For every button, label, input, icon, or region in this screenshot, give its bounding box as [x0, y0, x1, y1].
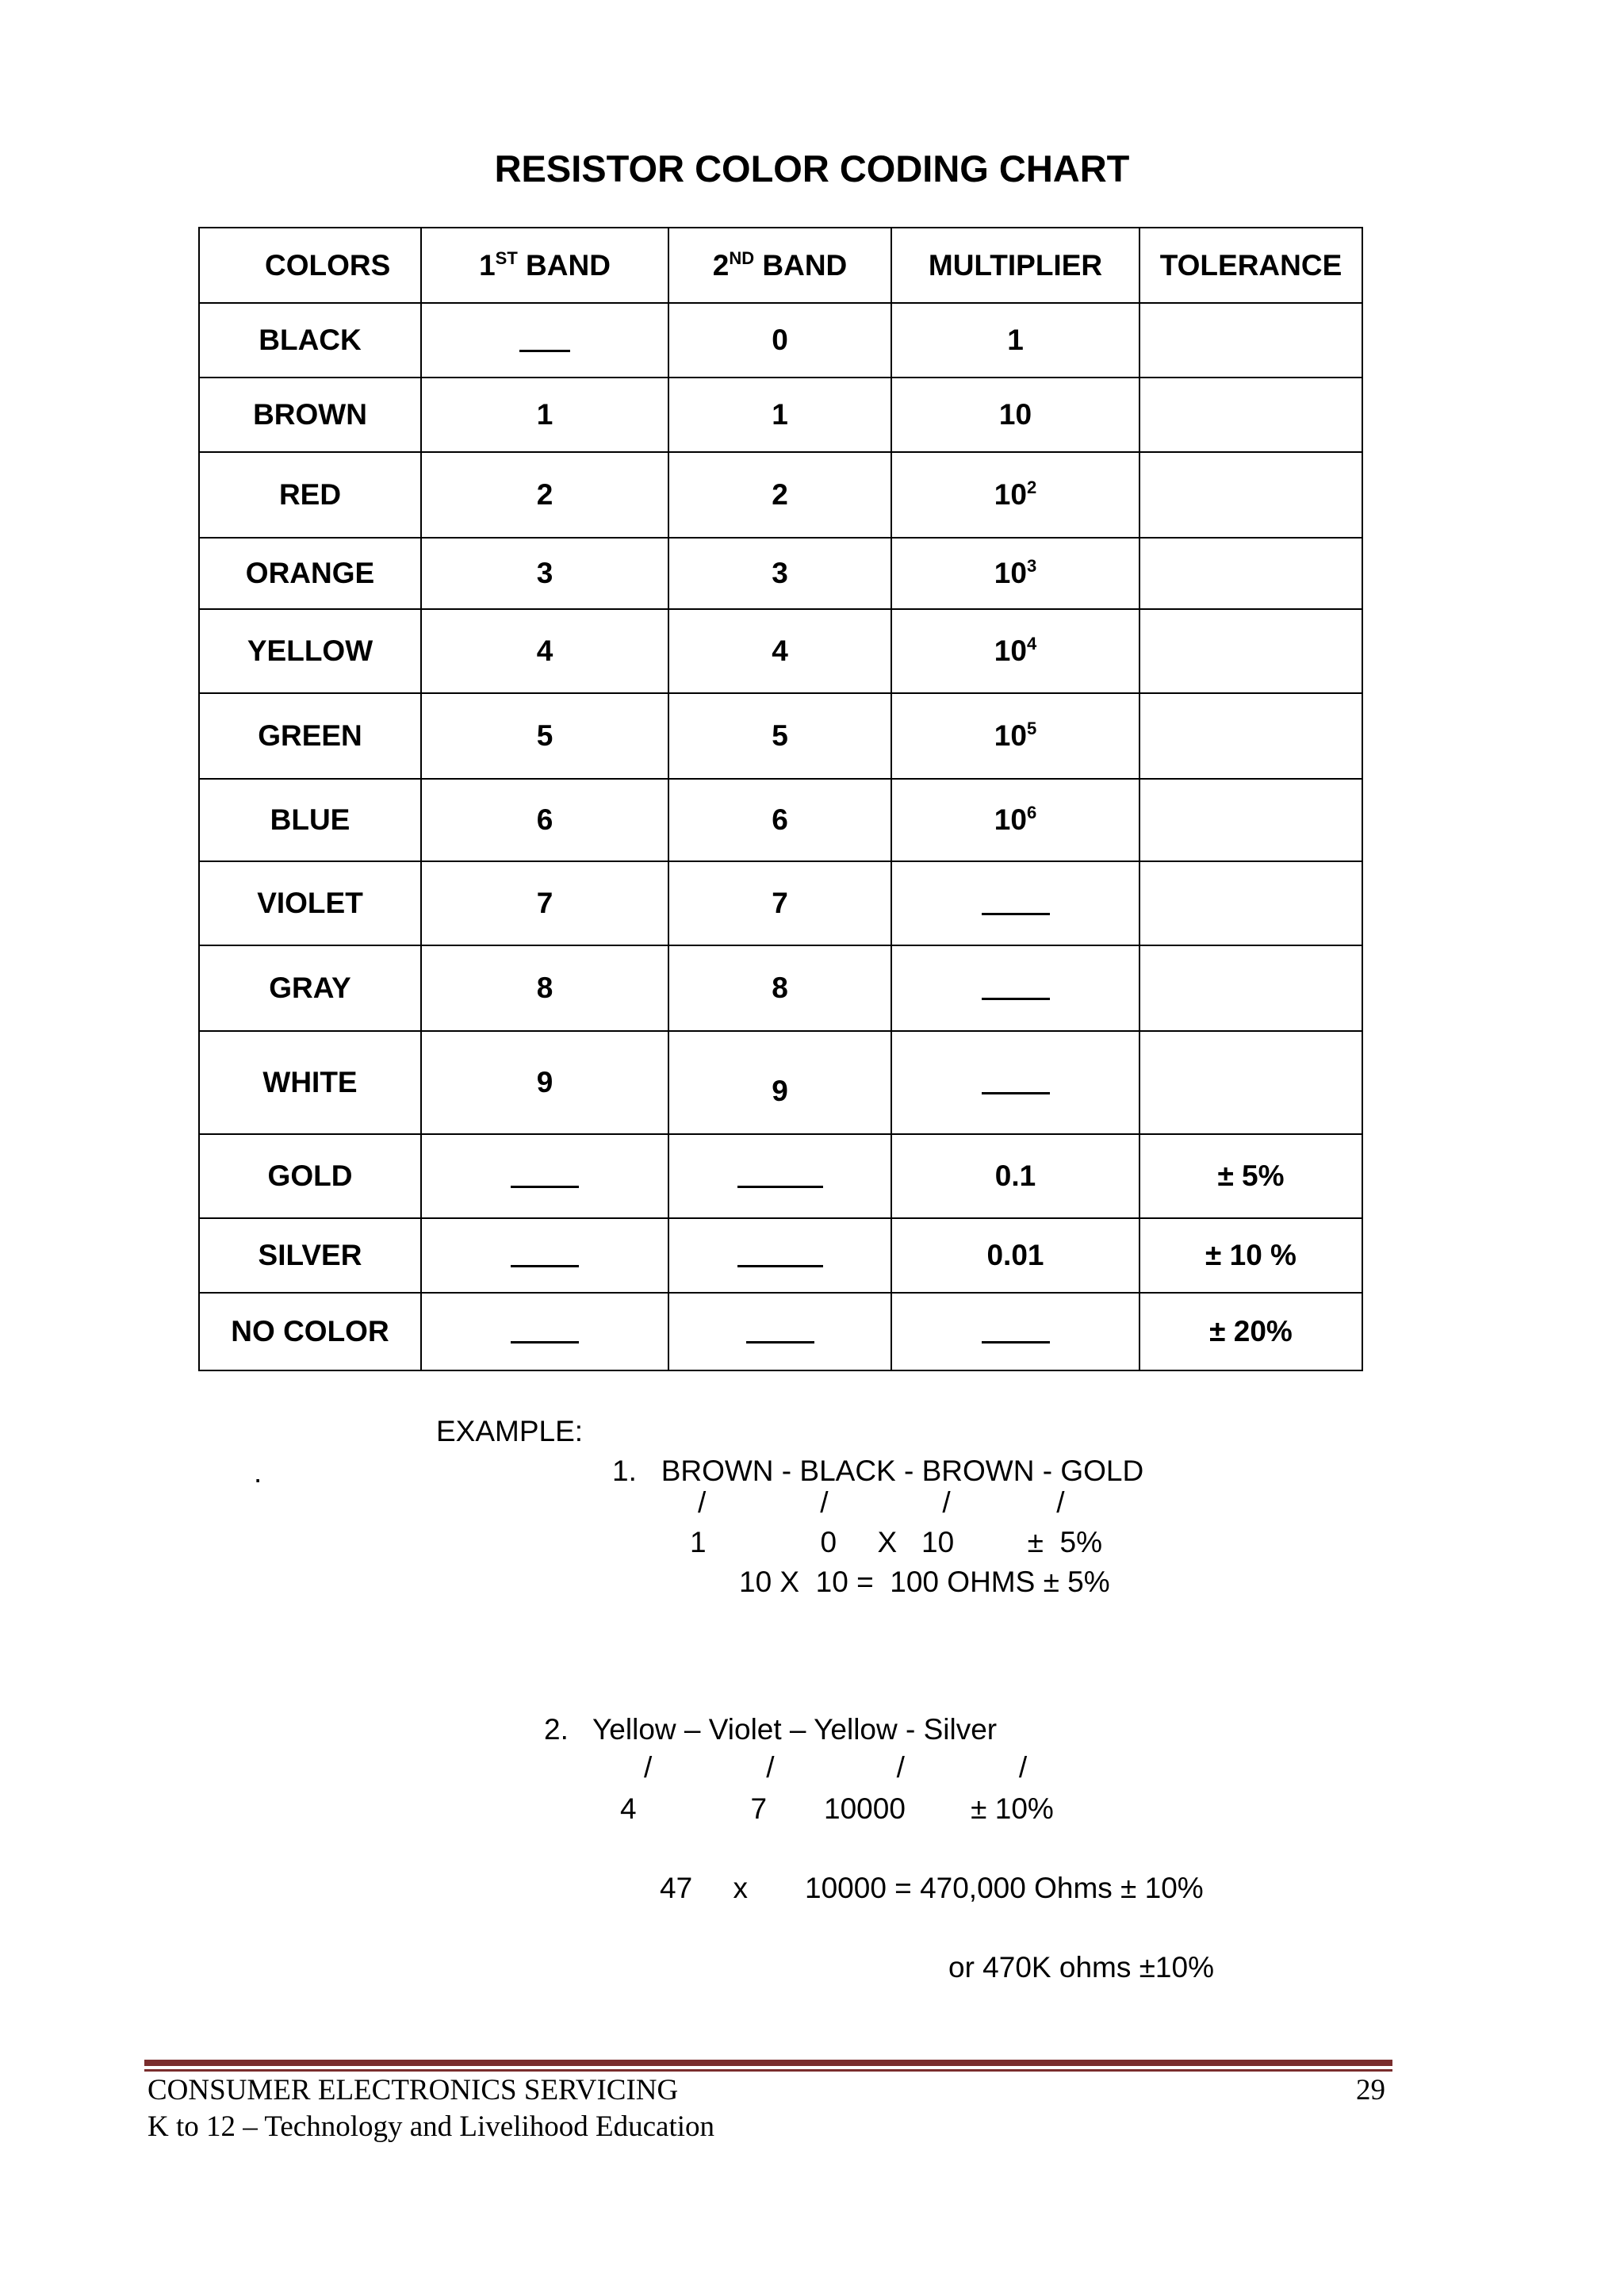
- second-band-cell: [668, 609, 891, 693]
- cell-text: 6: [536, 803, 553, 836]
- color-name: GRAY: [269, 972, 351, 1004]
- color-name: ORANGE: [245, 557, 375, 589]
- example2-values: 4 7 10000 ± 10%: [620, 1792, 1054, 1825]
- cell-text: 2: [772, 478, 788, 511]
- first-band-cell: [421, 945, 668, 1031]
- table-header-row: [199, 228, 1362, 303]
- color-name: YELLOW: [247, 634, 373, 667]
- tolerance-cell: [1139, 779, 1362, 861]
- color-name-cell: [199, 452, 421, 538]
- color-name-cell: [199, 538, 421, 609]
- header-tolerance: TOLERANCE: [1139, 228, 1362, 303]
- blank-text: [823, 1159, 824, 1160]
- footer-rule-thin: [144, 2069, 1392, 2072]
- color-name-cell: [199, 1293, 421, 1370]
- table-row: [199, 303, 1362, 378]
- header-second-band-number: 2: [712, 248, 730, 282]
- color-name-cell: [199, 861, 421, 945]
- example2-slashes: / / / /: [644, 1751, 1028, 1784]
- blank-text: [1050, 1315, 1051, 1316]
- first-band-cell: [421, 1218, 668, 1293]
- header-first-band: [421, 228, 668, 303]
- cell-text: 10: [994, 803, 1027, 836]
- second-band-cell: [668, 1134, 891, 1218]
- multiplier-cell: [891, 1134, 1139, 1218]
- blank-dash: [511, 1341, 579, 1343]
- cell-text: 1: [1007, 324, 1024, 356]
- cell-text: 1: [536, 398, 553, 431]
- table-row: [199, 945, 1362, 1031]
- multiplier-cell: [891, 861, 1139, 945]
- color-name: NO COLOR: [231, 1315, 389, 1347]
- first-band-cell: [421, 609, 668, 693]
- tolerance-cell: [1139, 1218, 1362, 1293]
- tolerance-cell: [1139, 1031, 1362, 1134]
- blank-dash: [982, 998, 1050, 1000]
- color-name: GREEN: [258, 719, 362, 752]
- color-name: BROWN: [253, 398, 367, 431]
- cell-text: 10: [994, 557, 1027, 589]
- tolerance-cell: [1139, 538, 1362, 609]
- tolerance-value: ± 20%: [1209, 1315, 1293, 1347]
- blank-dash: [982, 913, 1050, 915]
- example-dot: .: [254, 1456, 262, 1489]
- footer-page-number: 29: [1356, 2074, 1385, 2106]
- blank-dash: [737, 1265, 823, 1267]
- table-row: [199, 693, 1362, 779]
- example2-result: 47 x 10000 = 470,000 Ohms ± 10%: [660, 1872, 1204, 1904]
- cell-text: 0.01: [986, 1239, 1044, 1271]
- blank-dash: [511, 1186, 579, 1188]
- color-name-cell: [199, 779, 421, 861]
- example1-values: 1 0 X 10 ± 5%: [690, 1526, 1103, 1558]
- color-name-cell: [199, 378, 421, 452]
- blank-text: [579, 1239, 580, 1240]
- table-row: [199, 1293, 1362, 1370]
- blank-text: [579, 1315, 580, 1316]
- second-band-cell: [668, 1031, 891, 1134]
- second-band-cell: [668, 861, 891, 945]
- multiplier-cell: [891, 945, 1139, 1031]
- cell-text: 10: [998, 398, 1032, 431]
- color-name-cell: [199, 609, 421, 693]
- multiplier-cell: [891, 538, 1139, 609]
- color-name-cell: [199, 303, 421, 378]
- header-second-band-suffix: ND: [729, 247, 755, 268]
- multiplier-cell: [891, 1218, 1139, 1293]
- tolerance-cell: [1139, 452, 1362, 538]
- multiplier-exponent: 2: [1026, 477, 1037, 497]
- blank-text: [579, 1159, 580, 1160]
- first-band-cell: [421, 1293, 668, 1370]
- cell-text: 0.1: [994, 1159, 1036, 1192]
- header-first-band-label: BAND: [517, 248, 611, 282]
- table-row: [199, 779, 1362, 861]
- second-band-cell: [668, 378, 891, 452]
- multiplier-cell: [891, 303, 1139, 378]
- header-first-band-number: 1: [479, 248, 496, 282]
- header-second-band: [668, 228, 891, 303]
- color-name-cell: [199, 1031, 421, 1134]
- first-band-cell: [421, 861, 668, 945]
- multiplier-cell: [891, 1031, 1139, 1134]
- tolerance-value: ± 10 %: [1205, 1239, 1297, 1271]
- tolerance-cell: [1139, 378, 1362, 452]
- multiplier-cell: [891, 609, 1139, 693]
- multiplier-cell: [891, 779, 1139, 861]
- example1-colors: 1. BROWN - BLACK - BROWN - GOLD: [612, 1455, 1144, 1487]
- table-row: [199, 1134, 1362, 1218]
- color-name: VIOLET: [257, 887, 363, 919]
- resistor-color-table: [198, 227, 1363, 1371]
- tolerance-cell: [1139, 1293, 1362, 1370]
- color-name-cell: [199, 1134, 421, 1218]
- color-name: SILVER: [258, 1239, 362, 1271]
- second-band-cell: [668, 1218, 891, 1293]
- tolerance-cell: [1139, 945, 1362, 1031]
- color-name: BLUE: [270, 803, 350, 836]
- blank-dash: [519, 350, 570, 352]
- multiplier-cell: [891, 378, 1139, 452]
- multiplier-cell: [891, 1293, 1139, 1370]
- second-band-cell: [668, 779, 891, 861]
- header-colors: COLORS: [199, 228, 421, 303]
- first-band-cell: [421, 693, 668, 779]
- tolerance-cell: [1139, 609, 1362, 693]
- footer-course: CONSUMER ELECTRONICS SERVICING: [147, 2074, 679, 2106]
- cell-text: 5: [772, 719, 788, 752]
- first-band-cell: [421, 378, 668, 452]
- footer-rule-thick: [144, 2060, 1392, 2066]
- color-name-cell: [199, 945, 421, 1031]
- blank-dash: [511, 1265, 579, 1267]
- example-heading: EXAMPLE:: [436, 1415, 584, 1447]
- example1-slashes: / / / /: [698, 1486, 1065, 1519]
- color-name: GOLD: [267, 1159, 353, 1192]
- color-name: RED: [278, 478, 342, 511]
- cell-text: 1: [772, 398, 788, 431]
- second-band-cell: [668, 452, 891, 538]
- cell-text: 9: [536, 1066, 553, 1098]
- multiplier-exponent: 5: [1026, 719, 1037, 738]
- header-second-band-label: BAND: [754, 248, 848, 282]
- tolerance-value: ± 5%: [1217, 1159, 1285, 1192]
- tolerance-cell: [1139, 861, 1362, 945]
- tolerance-cell: [1139, 693, 1362, 779]
- cell-text: 6: [772, 803, 788, 836]
- tolerance-cell: [1139, 303, 1362, 378]
- color-name-cell: [199, 693, 421, 779]
- example2-colors: 2. Yellow – Violet – Yellow - Silver: [544, 1713, 998, 1746]
- multiplier-exponent: 6: [1026, 803, 1037, 822]
- cell-text: 3: [772, 557, 788, 589]
- first-band-cell: [421, 538, 668, 609]
- multiplier-exponent: 3: [1026, 556, 1037, 576]
- cell-text: 4: [772, 634, 788, 667]
- cell-text: 5: [536, 719, 553, 752]
- cell-text: 4: [536, 634, 553, 667]
- cell-text: 8: [772, 972, 788, 1004]
- example1-result: 10 X 10 = 100 OHMS ± 5%: [739, 1566, 1110, 1598]
- second-band-cell: [668, 945, 891, 1031]
- second-band-cell: [668, 693, 891, 779]
- color-name: WHITE: [262, 1066, 358, 1098]
- table-row: [199, 861, 1362, 945]
- blank-text: [1050, 1066, 1051, 1067]
- cell-text: 3: [536, 557, 553, 589]
- cell-text: 8: [536, 972, 553, 1004]
- cell-text: 0: [772, 324, 788, 356]
- table-row: [199, 538, 1362, 609]
- first-band-cell: [421, 1134, 668, 1218]
- multiplier-exponent: 4: [1026, 634, 1037, 654]
- cell-text: 10: [994, 719, 1027, 752]
- first-band-cell: [421, 303, 668, 378]
- first-band-cell: [421, 779, 668, 861]
- color-name-cell: [199, 1218, 421, 1293]
- blank-dash: [982, 1341, 1050, 1343]
- blank-dash: [982, 1092, 1050, 1094]
- blank-text: [823, 1239, 824, 1240]
- blank-dash: [737, 1186, 823, 1188]
- color-name: BLACK: [259, 324, 362, 356]
- second-band-cell: [668, 1293, 891, 1370]
- cell-text: 9: [772, 1075, 788, 1107]
- blank-text: [814, 1315, 815, 1316]
- example2-result-k: or 470K ohms ±10%: [948, 1951, 1214, 1984]
- table-row: [199, 378, 1362, 452]
- cell-text: 7: [536, 887, 553, 919]
- second-band-cell: [668, 303, 891, 378]
- table-row: [199, 1218, 1362, 1293]
- cell-text: 10: [994, 478, 1027, 511]
- multiplier-cell: [891, 452, 1139, 538]
- cell-text: 10: [994, 634, 1027, 667]
- blank-dash: [746, 1341, 814, 1343]
- first-band-cell: [421, 1031, 668, 1134]
- table-row: [199, 609, 1362, 693]
- multiplier-cell: [891, 693, 1139, 779]
- cell-text: 7: [772, 887, 788, 919]
- tolerance-cell: [1139, 1134, 1362, 1218]
- first-band-cell: [421, 452, 668, 538]
- second-band-cell: [668, 538, 891, 609]
- table-row: [199, 452, 1362, 538]
- table-row: [199, 1031, 1362, 1134]
- header-first-band-suffix: ST: [495, 247, 518, 268]
- footer-subtitle: K to 12 – Technology and Livelihood Education: [147, 2110, 715, 2143]
- cell-text: 2: [536, 478, 553, 511]
- header-multiplier: MULTIPLIER: [891, 228, 1139, 303]
- page-title: RESISTOR COLOR CODING CHART: [494, 148, 1130, 190]
